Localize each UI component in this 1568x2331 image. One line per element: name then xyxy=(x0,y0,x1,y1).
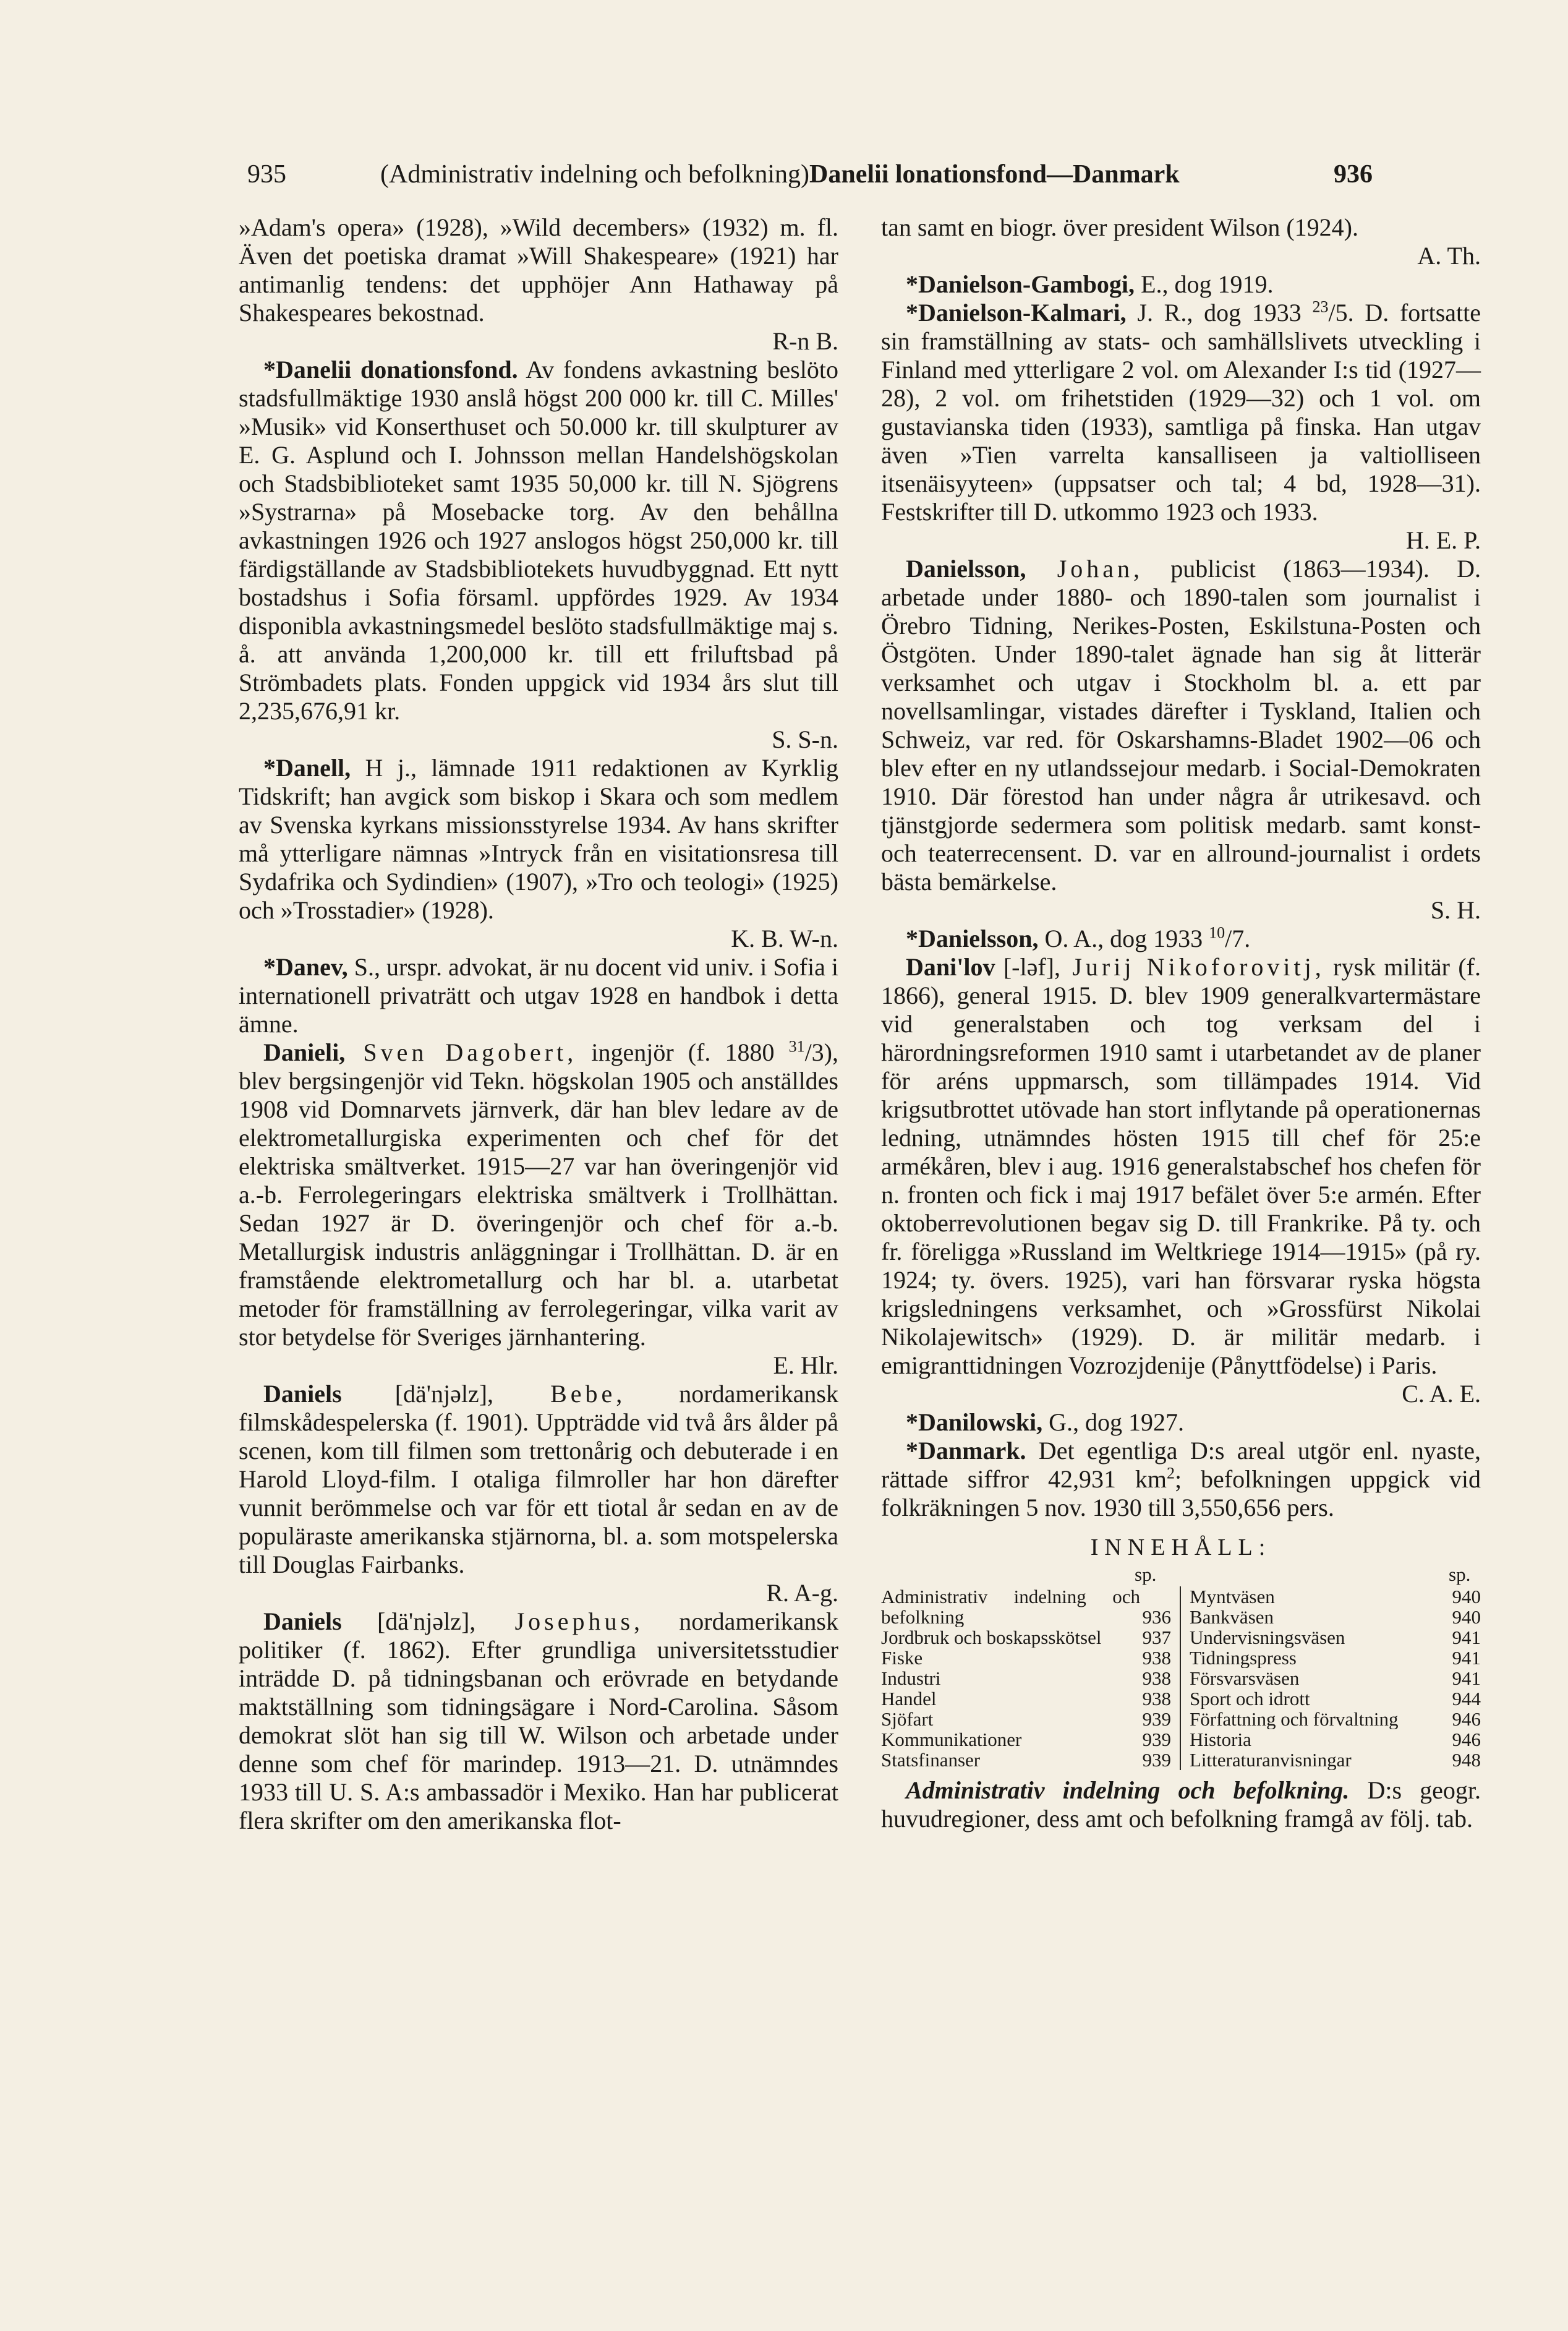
toc-page: 938 xyxy=(1142,1667,1171,1689)
running-header xyxy=(247,156,1373,193)
person-name: Johan, xyxy=(1026,555,1144,583)
toc-title: INNEHÅLL: xyxy=(1090,1534,1272,1560)
entry-text: H j., lämnade 1911 redaktionen av Kyrklig Tidskrift; han avgick som biskop i Skara och som medlem av Svenska kyrkans missionsstyrelse 1934. Av hans skrifter må ytterligare nämnas »Intryck från en visitationsresa till Sydafrika och Sydindien» (1907), »Tro och teologi» (1925) och »Trosstadier» (1928). xyxy=(239,754,838,924)
toc-page: 944 xyxy=(1452,1688,1481,1709)
toc-page: 940 xyxy=(1452,1586,1481,1607)
signature: S. H. xyxy=(1430,896,1481,924)
signature: H. E. P. xyxy=(1405,526,1481,554)
entry-text: Av fondens avkastning beslöto stadsfullmäktige 1930 anslå högst 200 000 kr. till C. Milles' »Musik» vid Konserthuset och 50.000 kr. till skulpturer av E. G. Asplund och I. Johnsson mellan Handelshögskolan och Stadsbiblioteket samt 1935 50,000 kr. till N. Sjögrens »Systrarna» på Mosebacke torg. Av den behållna avkastningen 1926 och 1927 anslogos högst 250,000 kr. till färdigställande av Stadsbibliotekets huvudbyggnad. Ett nytt bostadshus i Sofia församl. uppfördes 1929. Av 1934 disponibla avkastningsmedel beslöto stadsfullmäktige maj s. å. att använda 1,200,000 kr. till ett friluftsbad på Strömbadets plats. Fonden uppgick vid 1934 års slut till 2,235,676,91 kr. xyxy=(239,356,839,725)
toc-headers xyxy=(881,1564,1481,1586)
toc-row xyxy=(1190,1668,1481,1688)
toc-left-column xyxy=(881,1586,1181,1770)
toc-grid xyxy=(881,1586,1481,1770)
paragraph-text: tan samt en biogr. över president Wilson (1924). xyxy=(881,213,1358,241)
toc-label: Fiske xyxy=(881,1648,923,1668)
headword: Dani'lov xyxy=(906,953,995,981)
toc-label: Tidningspress xyxy=(1190,1648,1297,1668)
toc-label: Jordbruk och boskapsskötsel xyxy=(881,1627,1102,1648)
toc-page: 939 xyxy=(1142,1708,1171,1730)
left-column xyxy=(239,213,838,1835)
entry-danilov xyxy=(881,953,1481,1380)
person-name: Jurij Nikoforovitj, xyxy=(1060,953,1325,981)
headword: Danielsson, xyxy=(906,555,1026,583)
entry-text: publicist (1863—1934). D. arbetade under 1880- och 1890-talen som journalist i Örebro Tidning, Nerikes-Posten, Eskilstuna-Posten och Östgöten. Under 1890-talet ägnade han sig åt litterär verksamhet och utgav i Stockholm bl. a. ett par novellsamlingar, vistades därefter i Tyskland, Italien och Schweiz, var red. för Oskarshamns-Bladet 1902—06 och blev efter en ny utlandssejour medarb. i Social-Demokraten 1910. Där förestod han under några år utrikesavd. och tjänstgjorde sedermera som politisk medarb. samt konst- och teaterrecensent. D. var en allround-journalist i ordets bästa bemärkelse. xyxy=(881,555,1481,896)
toc-label: Administrativ indelning och befolkning xyxy=(881,1586,1140,1627)
toc-label: Handel xyxy=(881,1688,937,1709)
entry-text: ; befolkningen uppgick vid folkräkningen 5 nov. 1930 till 3,550,656 pers. xyxy=(881,1465,1481,1521)
header-title-bold: Danelii lonationsfond—Danmark xyxy=(809,160,1180,189)
toc-sp-header-left: sp. xyxy=(1135,1563,1157,1585)
entry-text: nordamerikansk filmskådespelerska (f. 1901). Uppträdde vid två års ålder på scenen, kom till filmen som trettonårig och debuterade i en Harold Lloyd-film. I otaliga filmroller har hon därefter vunnit berömmelse och var för ett tiotal år sedan en av de populäraste amerikanska stjärnorna, bl. a. som motspelerska till Douglas Fairbanks. xyxy=(239,1380,839,1578)
header-title xyxy=(380,156,1180,193)
person-name: Bebe, xyxy=(493,1380,626,1408)
signature: S. S-n. xyxy=(772,725,838,753)
toc-page: 940 xyxy=(1452,1606,1481,1628)
entry-danieli xyxy=(239,1038,838,1351)
entry-text: E., dog 1919. xyxy=(1135,270,1274,298)
toc-label: Industri xyxy=(881,1668,941,1688)
entry-danell xyxy=(239,754,838,925)
toc-row xyxy=(881,1688,1171,1709)
entry-text: nordamerikansk politiker (f. 1862). Efter grundliga universitetsstudier inträdde D. på tidningsbanan och erövrade en betydande maktställning som tidningsägare i Nord-Carolina. Såsom demokrat slöt han sig till W. Wilson och arbetade under denne som chef för marindep. 1913—21. D. utnämndes 1933 till U. S. A:s ambassadör i Mexiko. Han har publicerat flera skrifter om den amerikanska flot- xyxy=(239,1607,838,1834)
toc-row xyxy=(881,1627,1171,1648)
page-number-right: 936 xyxy=(1334,160,1373,189)
toc-label: Bankväsen xyxy=(1190,1607,1274,1627)
right-column xyxy=(881,213,1481,1833)
signature: C. A. E. xyxy=(1402,1380,1481,1408)
toc-page: 941 xyxy=(1452,1627,1481,1648)
toc-page: 941 xyxy=(1452,1647,1481,1669)
headword: *Danmark. xyxy=(906,1437,1026,1465)
toc-label: Historia xyxy=(1190,1729,1251,1750)
entry-text: ingenjör (f. 1880 xyxy=(577,1038,789,1066)
signature: A. Th. xyxy=(1417,242,1481,270)
pronunciation: [-ləf], xyxy=(995,953,1060,981)
toc-row xyxy=(1190,1586,1481,1607)
continued-paragraph xyxy=(239,213,838,327)
toc-row xyxy=(881,1648,1171,1668)
person-name: Sven Dagobert, xyxy=(345,1038,577,1066)
headword: Daniels xyxy=(263,1380,342,1408)
entry-danilowski xyxy=(881,1408,1481,1437)
entry-danielson-kalmari xyxy=(881,299,1481,526)
toc-row xyxy=(881,1750,1171,1770)
toc-row xyxy=(1190,1607,1481,1627)
entry-danielson-gambogi xyxy=(881,270,1481,299)
toc-label: Författning och förvaltning xyxy=(1190,1709,1399,1729)
toc-row xyxy=(1190,1750,1481,1770)
toc-row xyxy=(1190,1648,1481,1668)
signature: E. Hlr. xyxy=(773,1351,838,1379)
headword: *Danev, xyxy=(263,953,348,981)
toc-sp-header-right: sp. xyxy=(1449,1563,1471,1585)
entry-text: /3), blev bergsingenjör vid Tekn. högskolan 1905 och anställdes 1908 vid Domnarvets järnverk, där han blev ledare av de elektrometallurgiska experimenten och chef för det elektriska smältverket. 1915—27 var han överingenjör vid a.-b. Ferrolegeringars elektriska smältverk i Trollhättan. Sedan 1927 är D. överingenjör och chef för a.-b. Metallurgisk industris anläggningar i Trollhättan. D. är en framstående elektrometallurg och har bl. a. utarbetat metoder för framställning av ferrolegeringar, vilka varit av stor betydelse för Sveriges järnhantering. xyxy=(239,1038,838,1351)
entry-daniels-bebe xyxy=(239,1380,838,1579)
superscript: 2 xyxy=(1167,1464,1175,1482)
toc-page: 941 xyxy=(1452,1667,1481,1689)
toc-label: Litteraturanvisningar xyxy=(1190,1750,1352,1770)
entry-daniels-josephus xyxy=(239,1607,838,1835)
superscript: 10 xyxy=(1209,923,1225,942)
toc-row xyxy=(881,1729,1171,1750)
toc-row xyxy=(1190,1627,1481,1648)
entry-danelii-donationsfond xyxy=(239,356,838,725)
toc-page: 937 xyxy=(1142,1627,1171,1648)
headword: Daniels xyxy=(263,1607,342,1635)
header-title-plain: (Administrativ indelning och befolkning) xyxy=(380,160,810,189)
headword: Danieli, xyxy=(263,1038,346,1066)
toc-row xyxy=(1190,1729,1481,1750)
entry-text: G., dog 1927. xyxy=(1042,1408,1185,1436)
toc-page: 946 xyxy=(1452,1708,1481,1730)
toc-row xyxy=(881,1668,1171,1688)
toc-label: Statsfinanser xyxy=(881,1750,981,1770)
toc-row xyxy=(1190,1688,1481,1709)
headword: *Danilowski, xyxy=(906,1408,1043,1436)
toc-label: Sport och idrott xyxy=(1190,1688,1310,1709)
toc-page: 938 xyxy=(1142,1647,1171,1669)
pronunciation: [dä'njəlz], xyxy=(341,1607,476,1635)
toc-label: Undervisningsväsen xyxy=(1190,1627,1345,1648)
section-administrativ-indelning xyxy=(881,1776,1481,1833)
page-number-left: 935 xyxy=(247,160,286,189)
toc-row xyxy=(881,1586,1171,1627)
entry-text: rysk militär (f. 1866), general 1915. D. blev 1909 generalkvartermästare vid generalstaben och tog verksam del i härordningsreformen 1910 samt i utarbetandet av de planer för aréns uppmarsch, som tillämpades 1914. Vid krigsutbrottet utövade han stort inflytande på operationernas ledning, utnämndes hösten 1915 till chef för 25:e armékåren, blev i aug. 1916 generalstabschef hos chefen för n. fronten och fick i maj 1917 befälet över 5:e armén. Efter oktoberrevolutionen begav sig D. till Frankrike. På ty. och fr. föreligga »Russland im Weltkriege 1914—1915» (på ry. 1924; ty. övers. 1925), vari han försvarar ryska högsta krigsledningens verksamhet, och »Grossfürst Nikolai Nikolajewitsch» (1929). D. är militär medarb. i emigranttidningen Vozrozjdenije (Pånyttfödelse) i Paris. xyxy=(881,953,1481,1379)
section-title: Administrativ indelning och befolkning. xyxy=(906,1776,1350,1804)
toc-page: 936 xyxy=(1142,1606,1171,1628)
toc-right-column xyxy=(1181,1586,1481,1770)
entry-text: J. R., dog 1933 xyxy=(1126,299,1313,327)
toc-label: Sjöfart xyxy=(881,1709,934,1729)
headword: *Danielsson, xyxy=(906,925,1039,952)
toc-label: Försvarsväsen xyxy=(1190,1668,1300,1688)
continued-paragraph xyxy=(881,213,1481,242)
toc-page: 938 xyxy=(1142,1688,1171,1709)
entry-danielsson-oa xyxy=(881,925,1481,953)
headword: *Danelii donationsfond. xyxy=(263,356,518,383)
entry-text: /7. xyxy=(1225,925,1251,952)
entry-danielsson-johan xyxy=(881,555,1481,896)
entry-text: O. A., dog 1933 xyxy=(1038,925,1209,952)
entry-text: /5. D. fortsatte sin framställning av stats- och samhällslivets utveckling i Finland med ytterligare 2 vol. om Alexander I:s tid (1927—28), 2 vol. om frihetstiden (1929—32) och 1 vol. om gustavianska tiden (1933), samtliga på finska. Han utgav även »Tien varrelta kansalliseen ja valtiolliseen itsenäisyyteen» (uppsatser och tal; 4 bd, 1928—31). Festskrifter till D. utkommo 1923 och 1933. xyxy=(881,299,1481,526)
signature: R-n B. xyxy=(772,327,838,355)
headword: *Danielson-Gambogi, xyxy=(906,270,1135,298)
paragraph-text: »Adam's opera» (1928), »Wild decembers» (1932) m. fl. Även det poetiska dramat »Will Shakespeare» (1921) har antimanlig tendens: det upphöjer Ann Hathaway på Shakespeares bekostnad. xyxy=(239,213,838,327)
entry-text: Det egentliga D:s areal utgör enl. nyaste, rättade siffror 42,931 km xyxy=(881,1437,1481,1493)
signature: K. B. W-n. xyxy=(731,925,838,952)
section-text: D:s geogr. huvudregioner, dess amt och befolkning framgå av följ. tab. xyxy=(881,1776,1481,1833)
pronunciation: [dä'njəlz], xyxy=(341,1380,494,1408)
entry-danmark xyxy=(881,1437,1481,1522)
signature: R. A-g. xyxy=(766,1579,838,1607)
superscript: 23 xyxy=(1312,297,1329,316)
toc-page: 948 xyxy=(1452,1749,1481,1771)
toc-label: Myntväsen xyxy=(1190,1586,1275,1607)
toc-row xyxy=(881,1709,1171,1729)
superscript: 31 xyxy=(788,1037,805,1056)
toc-label: Kommunikationer xyxy=(881,1729,1022,1750)
toc-page: 946 xyxy=(1452,1729,1481,1750)
toc-row xyxy=(1190,1709,1481,1729)
table-of-contents xyxy=(881,1564,1481,1770)
person-name: Josephus, xyxy=(475,1607,644,1635)
entry-text: S., urspr. advokat, är nu docent vid univ. i Sofia i internationell privaträtt och utgav 1928 en handbok i detta ämne. xyxy=(239,953,838,1038)
entry-danev xyxy=(239,953,838,1038)
toc-page: 939 xyxy=(1142,1749,1171,1771)
toc-page: 939 xyxy=(1142,1729,1171,1750)
headword: *Danielson-Kalmari, xyxy=(906,299,1127,327)
headword: *Danell, xyxy=(263,754,351,782)
